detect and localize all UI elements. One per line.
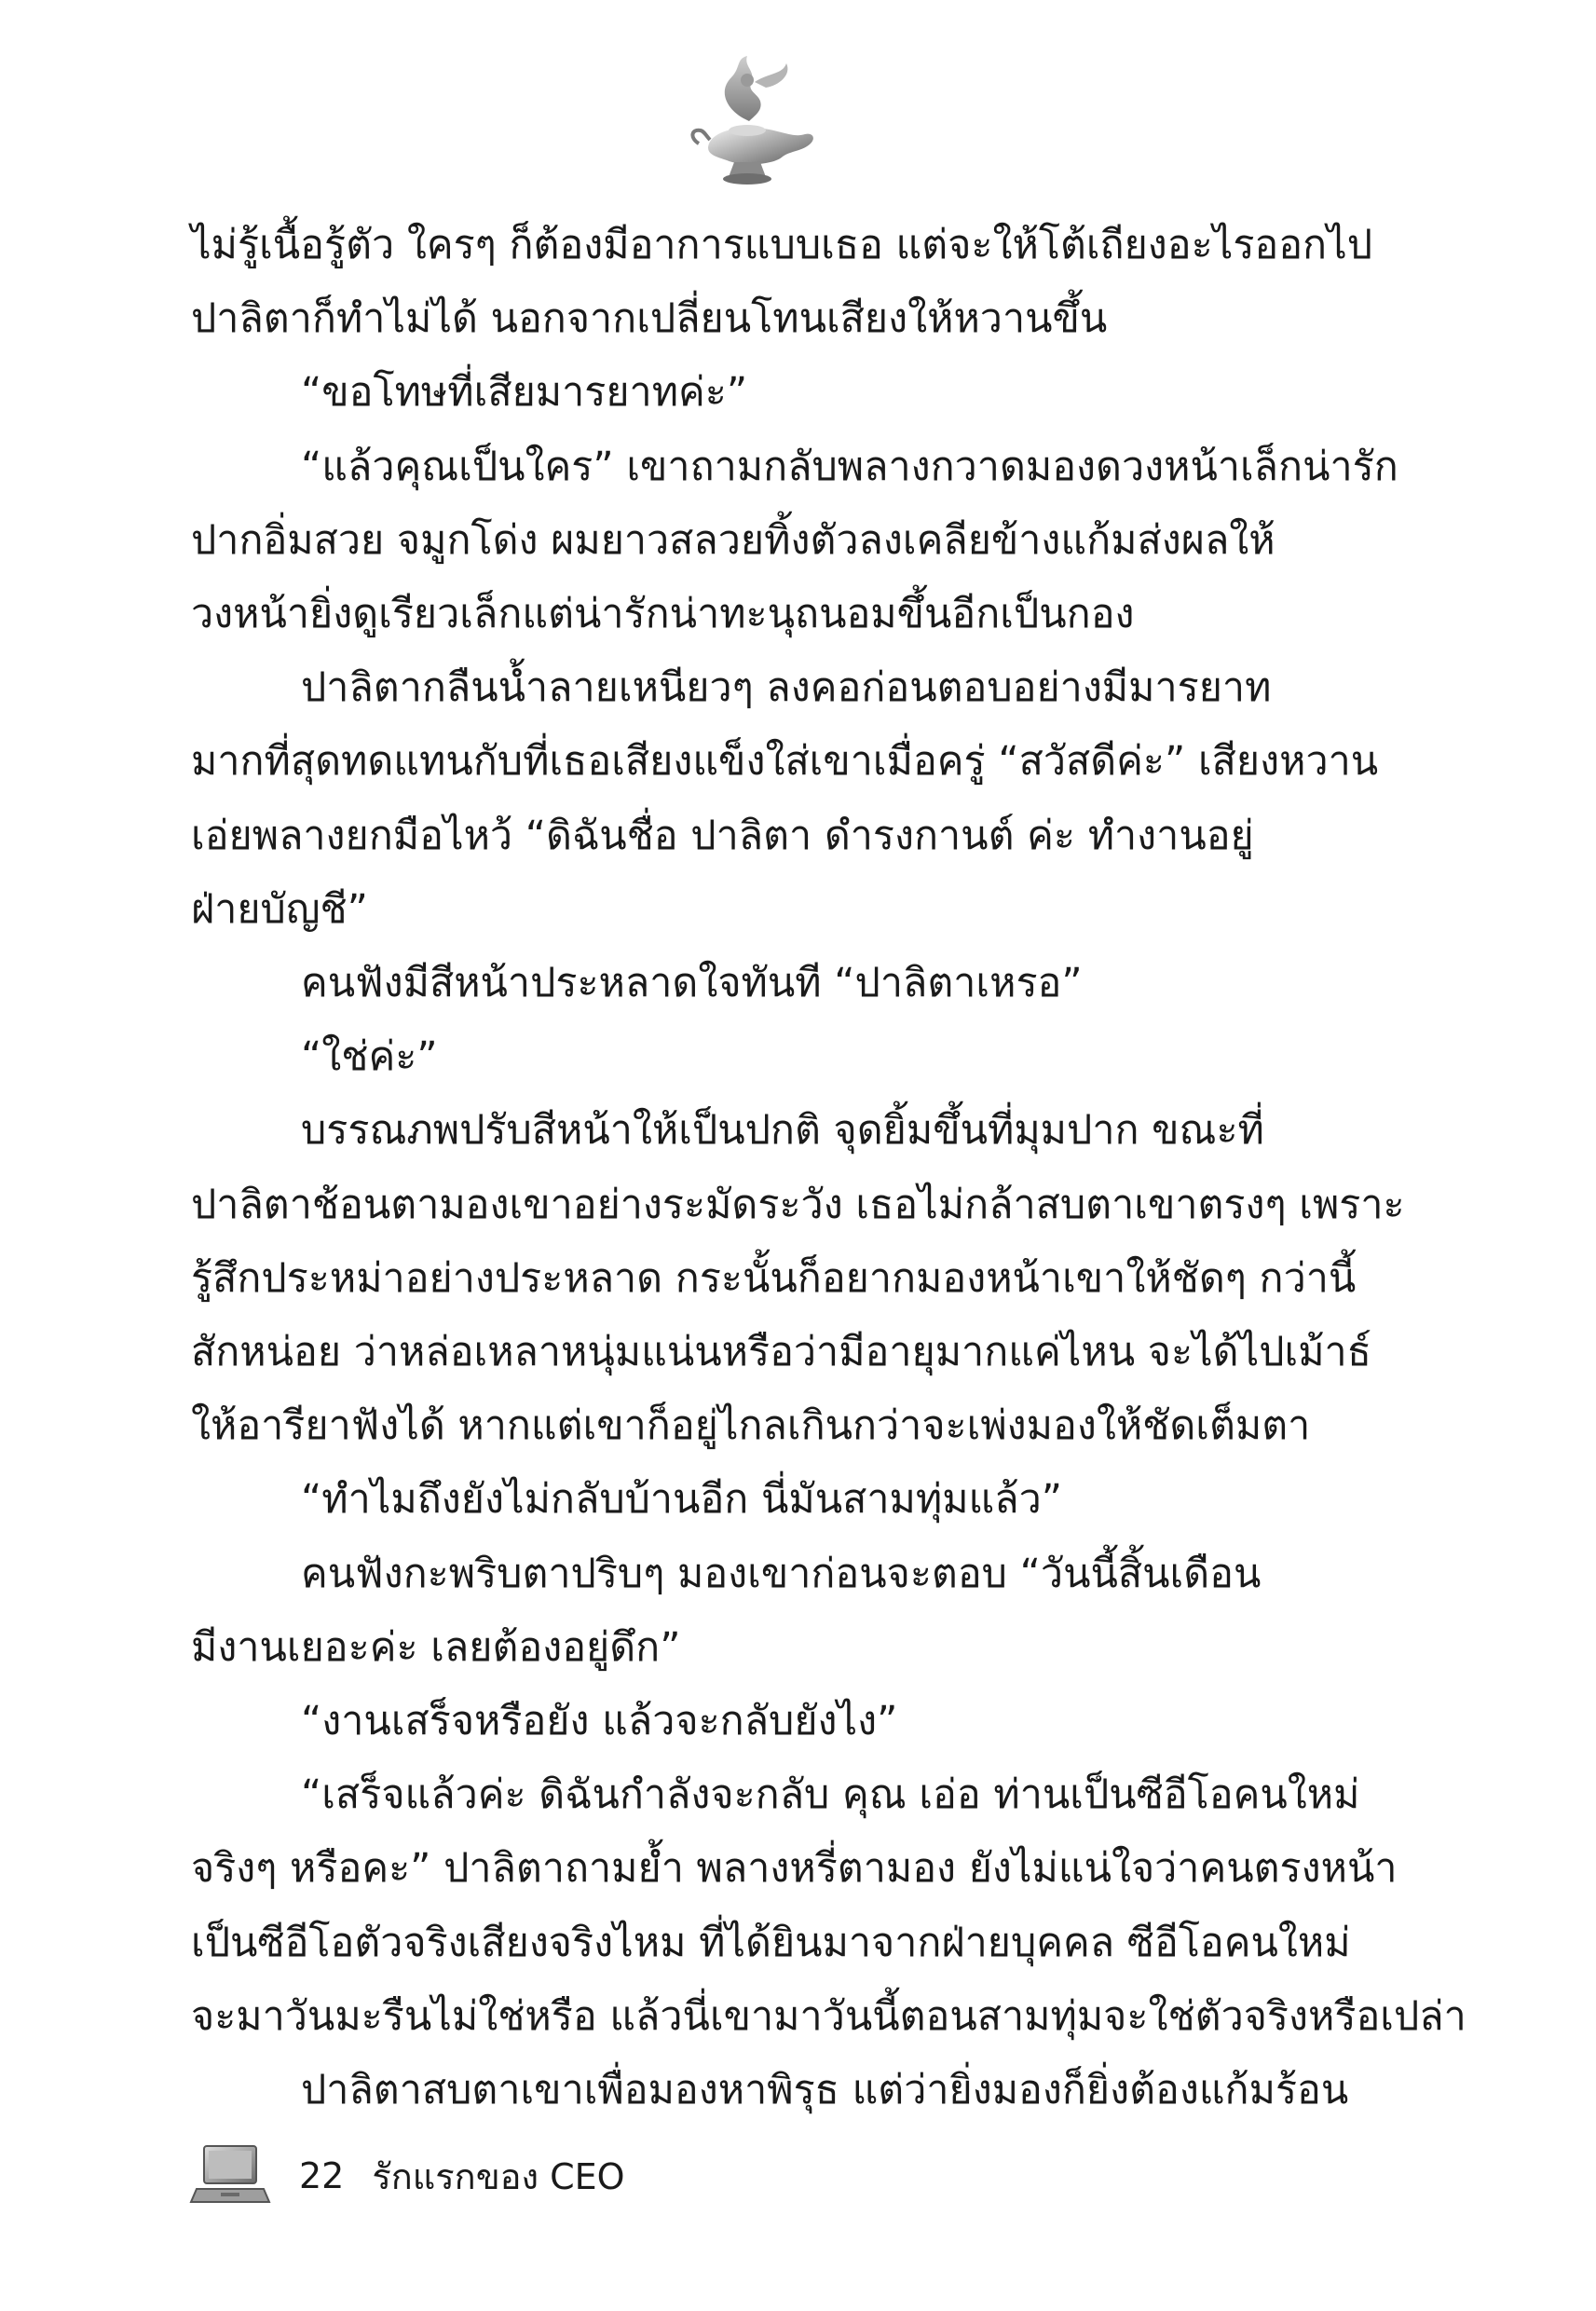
lamp-genie-icon <box>689 54 820 194</box>
laptop-icon <box>191 2142 269 2209</box>
text-line: “ทำไมถึงยังไม่กลับบ้านอีก นี่มันสามทุ่มแล้ว” <box>301 1476 1063 1524</box>
text-line: มีงานเยอะค่ะ เลยต้องอยู่ดึก” <box>191 1623 681 1671</box>
text-line: ปาลิตาก็ทำไม่ได้ นอกจากเปลี่ยนโทนเสียงให้หวานขึ้น <box>191 295 1108 343</box>
text-line: ปาลิตากลืนน้ำลายเหนียวๆ ลงคอก่อนตอบอย่างมีมารยาท <box>301 664 1272 712</box>
text-line: “ใช่ค่ะ” <box>301 1033 438 1081</box>
text-line: คนฟังกะพริบตาปริบๆ มองเขาก่อนจะตอบ “วันนี้สิ้นเดือน <box>301 1550 1262 1597</box>
text-line: ปาลิตาช้อนตามองเขาอย่างระมัดระวัง เธอไม่กล้าสบตาเขาตรงๆ เพราะ <box>191 1181 1405 1228</box>
text-line: ฝ่ายบัญชี” <box>191 885 368 933</box>
text-line: มากที่สุดทดแทนกับที่เธอเสียงแข็งใส่เขาเมื่อครู่ “สวัสดีค่ะ” เสียงหวาน <box>191 738 1379 786</box>
page-number: 22 <box>299 2155 345 2196</box>
text-line: “เสร็จแล้วค่ะ ดิฉันกำลังจะกลับ คุณ เอ่อ ท่านเป็นซีอีโอคนใหม่ <box>301 1771 1360 1819</box>
text-line: เอ่ยพลางยกมือไหว้ “ดิฉันชื่อ ปาลิตา ดำรงกานต์ ค่ะ ทำงานอยู่ <box>191 812 1254 859</box>
text-line: ไม่รู้เนื้อรู้ตัว ใครๆ ก็ต้องมีอาการแบบเธอ แต่จะให้โต้เถียงอะไรออกไป <box>191 222 1373 268</box>
text-line: “แล้วคุณเป็นใคร” เขาถามกลับพลางกวาดมองดวงหน้าเล็กน่ารัก <box>301 443 1398 490</box>
text-line: ให้อารียาฟังได้ หากแต่เขาก็อยู่ไกลเกินกว่าจะเพ่งมองให้ชัดเต็มตา <box>191 1402 1311 1450</box>
text-line: “งานเสร็จหรือยัง แล้วจะกลับยังไง” <box>301 1698 898 1745</box>
text-line: ปากอิ่มสวย จมูกโด่ง ผมยาวสลวยทิ้งตัวลงเคลียข้างแก้มส่งผลให้ <box>191 516 1275 564</box>
text-line: จริงๆ หรือคะ” ปาลิตาถามย้ำ พลางหรี่ตามอง ยังไม่แน่ใจว่าคนตรงหน้า <box>191 1845 1398 1893</box>
text-line: บรรณภพปรับสีหน้าให้เป็นปกติ จุดยิ้มขึ้นที่มุมปาก ขณะที่ <box>301 1107 1264 1155</box>
text-line: จะมาวันมะรืนไม่ใช่หรือ แล้วนี่เขามาวันนี้ตอนสามทุ่มจะใช่ตัวจริงหรือเปล่า <box>191 1992 1466 2040</box>
text-line: เป็นซีอีโอตัวจริงเสียงจริงไหม ที่ได้ยินมาจากฝ่ายบุคคล ซีอีโอคนใหม่ <box>191 1919 1351 1966</box>
text-line: รู้สึกประหม่าอย่างประหลาด กระนั้นก็อยากมองหน้าเขาให้ชัดๆ กว่านี้ <box>191 1254 1357 1302</box>
page-footer <box>191 2134 625 2218</box>
text-line: สักหน่อย ว่าหล่อเหลาหนุ่มแน่นหรือว่ามีอายุมากแค่ไหน จะได้ไปเม้าธ์ <box>191 1329 1371 1376</box>
text-line: วงหน้ายิ่งดูเรียวเล็กแต่น่ารักน่าทะนุถนอมขึ้นอีกเป็นกอง <box>191 591 1135 638</box>
text-line: ปาลิตาสบตาเขาเพื่อมองหาพิรุธ แต่ว่ายิ่งมองก็ยิ่งต้องแก้มร้อน <box>301 2067 1349 2114</box>
book-title: รักแรกของ CEO <box>372 2155 625 2197</box>
text-line: คนฟังมีสีหน้าประหลาดใจทันที “ปาลิตาเหรอ” <box>301 960 1083 1007</box>
text-line: “ขอโทษที่เสียมารยาทค่ะ” <box>301 369 748 417</box>
body-text <box>191 209 1466 2127</box>
